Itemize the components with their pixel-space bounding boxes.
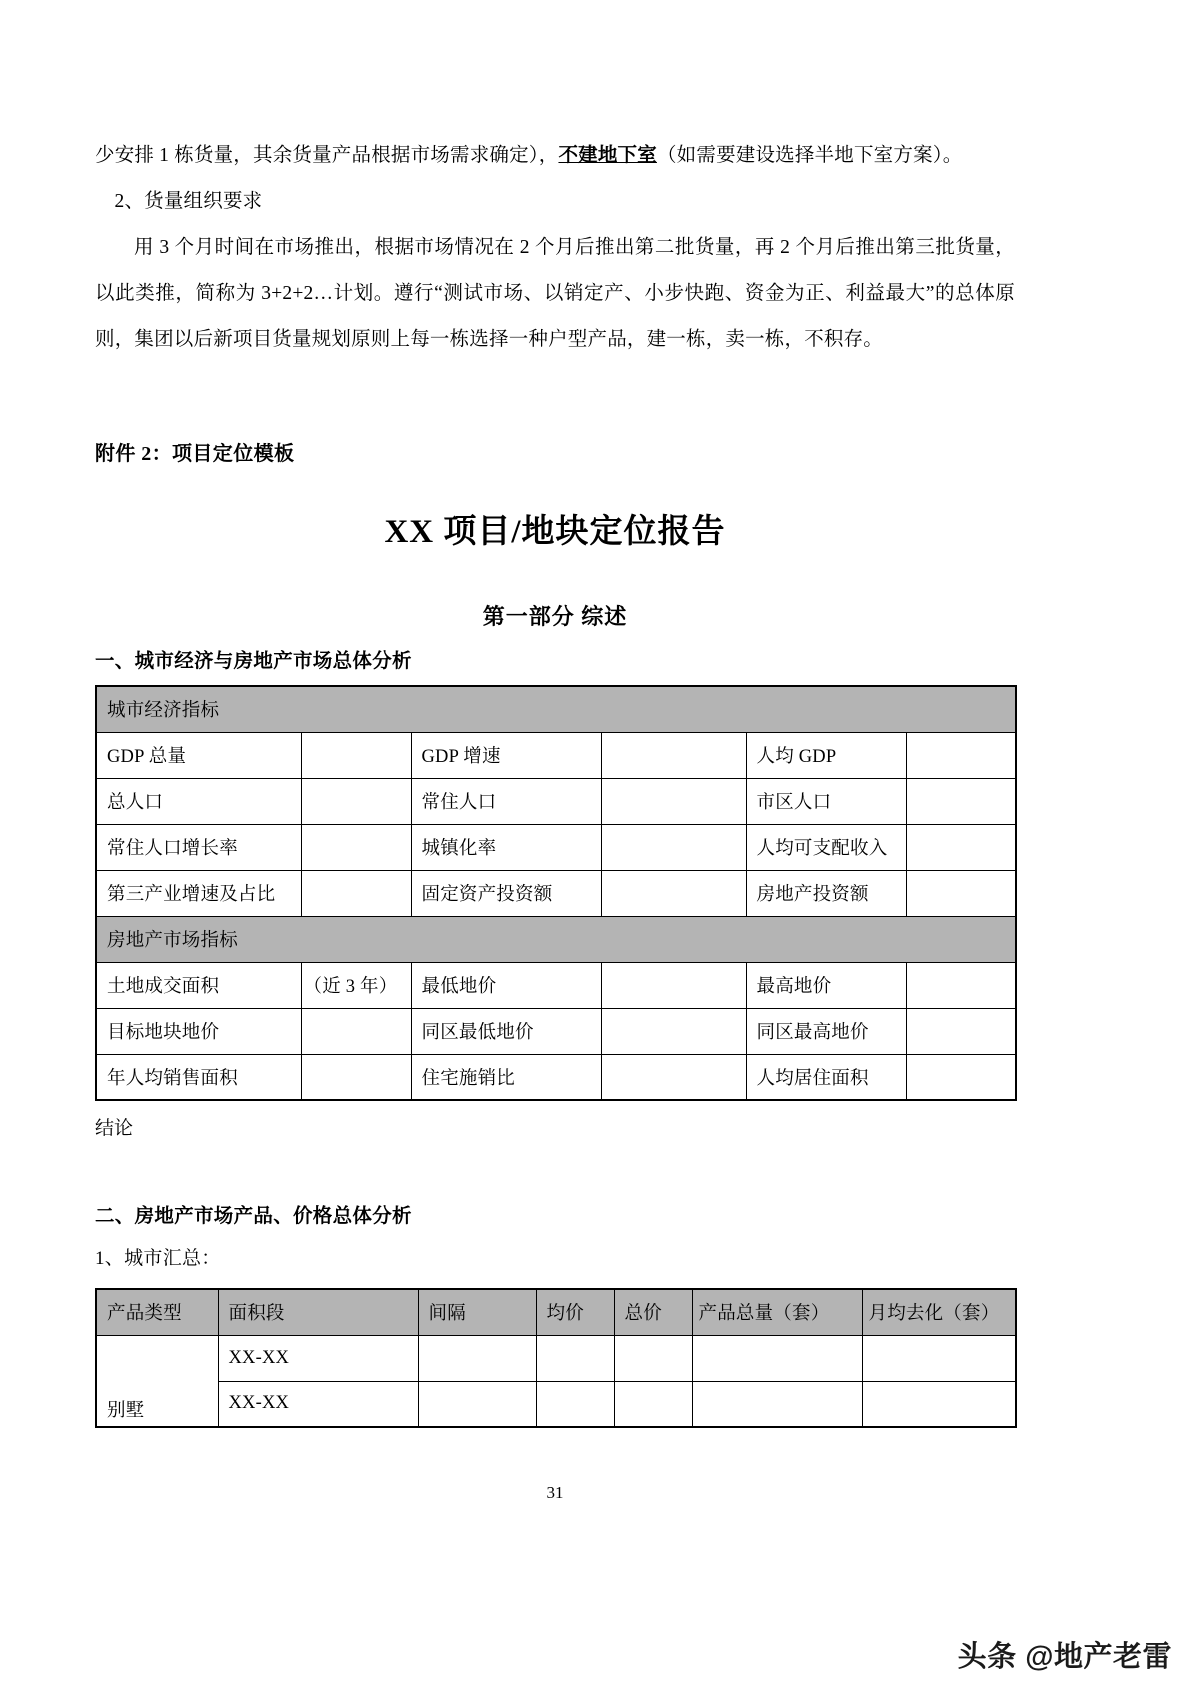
section2-subheading-wrap [95,1243,1015,1270]
paragraph-continued-text-b: （如需要建设选择半地下室方案）。 [656,145,963,166]
table-row [96,1054,1016,1100]
cell-label: 市区人口 [746,778,906,824]
band-label-real-estate-market: 房地产市场指标 [96,916,1016,962]
page-title: XX 项目/地块定位报告 [384,514,726,550]
doc-title-wrap [95,505,1015,552]
cell-value[interactable] [301,778,411,824]
cell-label: 目标地块地价 [96,1008,301,1054]
cell-value[interactable] [601,778,746,824]
table-row [96,870,1016,916]
cell-value[interactable] [906,732,1016,778]
cell-value[interactable] [301,1008,411,1054]
paragraph-goods-plan: 用 3 个月时间在市场推出，根据市场情况在 2 个月后推出第二批货量，再 2 个月后推出第三批货量，以此类推，简称为 3+2+2…计划。遵行“测试市场、以销定产、小步快跑、资金为正、利益最大”的总体原则，集团以后新项目货量规划原则上每一栋选择一种户型产品，建一栋，卖一栋，不积存。 [95,237,1015,350]
cell-value[interactable] [301,1054,411,1100]
column-header-product-type: 产品类型 [96,1289,218,1335]
cell-value[interactable] [601,824,746,870]
cell-value[interactable] [906,824,1016,870]
table-row [96,962,1016,1008]
column-header-avg-price: 均价 [536,1289,614,1335]
cell-value[interactable] [906,778,1016,824]
table-row [96,1335,1016,1381]
cell-label: 住宅施销比 [411,1054,601,1100]
part-one-title: 第一部分 综述 [482,604,628,629]
part-title-wrap [95,600,1015,631]
attachment-label: 附件 2：项目定位模板 [95,443,295,465]
page-number: 31 [546,1483,564,1502]
cell-value[interactable] [601,962,746,1008]
cell-total-price[interactable] [614,1381,692,1427]
cell-label: 常住人口 [411,778,601,824]
cell-value[interactable] [906,1054,1016,1100]
table-row [96,732,1016,778]
cell-label: 同区最高地价 [746,1008,906,1054]
cell-label: 人均居住面积 [746,1054,906,1100]
cell-monthly-absorption[interactable] [862,1335,1016,1381]
cell-layout[interactable] [418,1381,536,1427]
cell-avg-price[interactable] [536,1381,614,1427]
cell-value[interactable] [601,1054,746,1100]
cell-value[interactable]: （近 3 年） [301,962,411,1008]
watermark: 头条 @地产老雷 [957,1641,1172,1673]
cell-value[interactable] [906,962,1016,1008]
table-row [96,778,1016,824]
cell-layout[interactable] [418,1335,536,1381]
cell-value[interactable] [906,1008,1016,1054]
cell-label: 最高地价 [746,962,906,1008]
list-item-goods-organization: 2、货量组织要求 [114,191,263,212]
cell-area-range[interactable]: XX-XX [218,1335,418,1381]
band-label-city-economy: 城市经济指标 [96,686,1016,732]
cell-label: 年人均销售面积 [96,1054,301,1100]
cell-label: 最低地价 [411,962,601,1008]
paragraph-block-top [95,133,1015,363]
table-band-row [96,686,1016,732]
table-row [96,824,1016,870]
cell-value[interactable] [301,732,411,778]
cell-label: 同区最低地价 [411,1008,601,1054]
column-header-total-price: 总价 [614,1289,692,1335]
paragraph-continued-text-a: 少安排 1 栋货量，其余货量产品根据市场需求确定）， [95,145,559,166]
subsection-heading-city-summary: 1、城市汇总： [95,1248,221,1269]
cell-label: 常住人口增长率 [96,824,301,870]
city-summary-table [95,1288,1017,1428]
cell-avg-price[interactable] [536,1335,614,1381]
cell-label: 总人口 [96,778,301,824]
column-header-area-range: 面积段 [218,1289,418,1335]
cell-value[interactable] [301,870,411,916]
section1-heading-wrap [95,645,1015,673]
cell-label: 人均 GDP [746,732,906,778]
section-heading-1: 一、城市经济与房地产市场总体分析 [95,651,412,672]
cell-label: 房地产投资额 [746,870,906,916]
cell-label: 第三产业增速及占比 [96,870,301,916]
conclusion-wrap [95,1113,1015,1140]
cell-label: GDP 增速 [411,732,601,778]
cell-product-total[interactable] [692,1381,862,1427]
cell-label: GDP 总量 [96,732,301,778]
cell-value[interactable] [601,1008,746,1054]
column-header-monthly-absorption: 月均去化（套） [862,1289,1016,1335]
table-band-row [96,916,1016,962]
cell-value[interactable] [601,870,746,916]
cell-label: 城镇化率 [411,824,601,870]
table-header-row [96,1289,1016,1335]
cell-area-range[interactable]: XX-XX [218,1381,418,1427]
cell-value[interactable] [301,824,411,870]
cell-total-price[interactable] [614,1335,692,1381]
section-heading-2: 二、房地产市场产品、价格总体分析 [95,1206,412,1227]
cell-product-type-villa: 别墅 [96,1335,218,1427]
section2-heading-wrap [95,1200,1015,1228]
cell-label: 固定资产投资额 [411,870,601,916]
paragraph-emphasis-no-basement: 不建地下室 [558,145,657,166]
attachment-label-wrap [95,437,1015,466]
column-header-product-total: 产品总量（套） [692,1289,862,1335]
cell-label: 土地成交面积 [96,962,301,1008]
cell-value[interactable] [906,870,1016,916]
paragraph-continued [95,133,1015,179]
column-header-layout: 间隔 [418,1289,536,1335]
conclusion-label: 结论 [95,1118,134,1139]
city-economy-table [95,685,1017,1101]
city-economy-table-wrap [95,685,1015,1101]
table-row [96,1381,1016,1427]
cell-monthly-absorption[interactable] [862,1381,1016,1427]
city-summary-table-wrap [95,1288,1015,1428]
cell-value[interactable] [601,732,746,778]
cell-product-total[interactable] [692,1335,862,1381]
cell-label: 人均可支配收入 [746,824,906,870]
table-row [96,1008,1016,1054]
